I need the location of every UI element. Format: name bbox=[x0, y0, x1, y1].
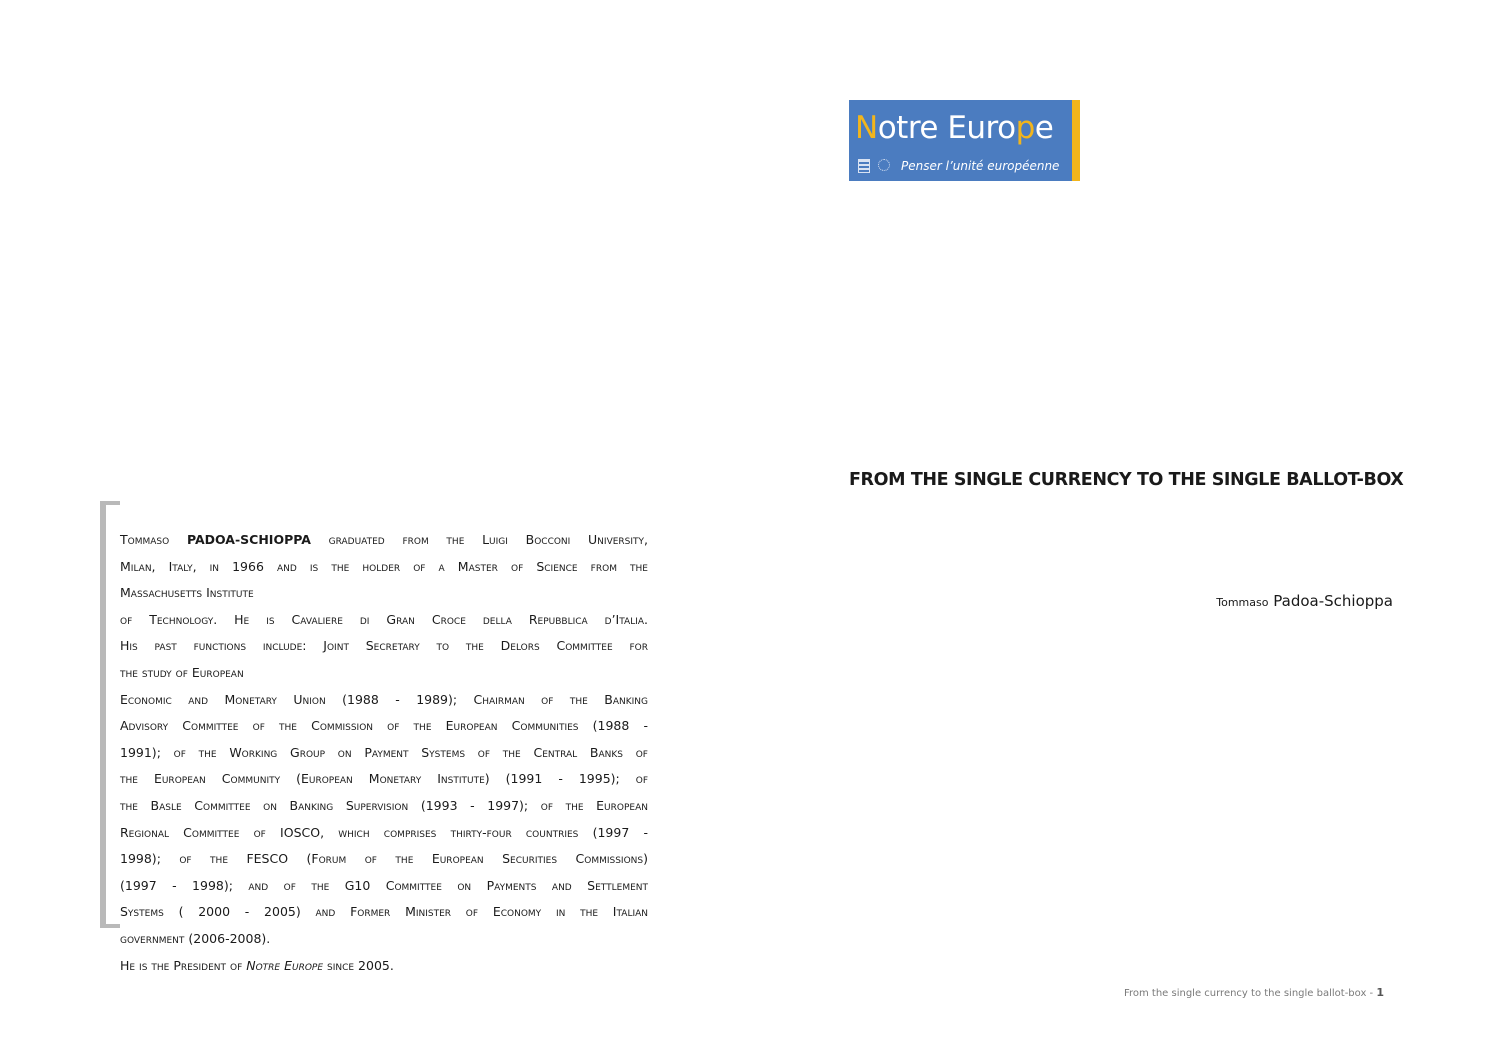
page-number: 1 bbox=[1376, 986, 1384, 999]
bio-line: His past functions include: Joint Secretary to the Delors Committee for bbox=[120, 638, 648, 654]
bio-line: the European Community (European Monetary Institute) (1991 - 1995); of bbox=[120, 771, 648, 787]
notre-europe-logo bbox=[849, 100, 1080, 181]
bio-line: 1991); of the Working Group on Payment Systems of the Central Banks of bbox=[120, 744, 648, 760]
bio-line: Massachusetts Institute bbox=[120, 585, 254, 601]
bio-line: Milan, Italy, in 1966 and is the holder of a Master of Science from the bbox=[120, 558, 648, 574]
logo-tagline: Penser l’unité européenne bbox=[901, 159, 1060, 173]
bio-line: the Basle Committee on Banking Supervision (1993 - 1997); of the European bbox=[120, 797, 648, 813]
bio-line: Regional Committee of IOSCO, which comprises thirty-four countries (1997 - bbox=[120, 824, 648, 840]
author-first-name: Tommaso bbox=[1216, 596, 1269, 609]
author-last-name: Padoa-Schioppa bbox=[1273, 592, 1393, 610]
bio-line: of Technology. He is Cavaliere di Gran Croce della Repubblica d’Italia. bbox=[120, 611, 648, 627]
bio-line: (1997 - 1998); and of the G10 Committee on Payments and Settlement bbox=[120, 877, 648, 893]
page-footer bbox=[1124, 986, 1384, 999]
logo-accent-stripe bbox=[1072, 100, 1080, 181]
stars-circle-icon bbox=[878, 159, 890, 171]
bio-line: government (2006-2008). bbox=[120, 930, 271, 946]
bio-line: the study of European bbox=[120, 664, 244, 680]
bio-line: Advisory Committee of the Commission of the European Communities (1988 - bbox=[120, 718, 648, 734]
bio-line: He is the President of Notre Europe since 2005. bbox=[120, 957, 394, 973]
bio-line: Tommaso PADOA-SCHIOPPA graduated from the Luigi Bocconi University, bbox=[120, 532, 648, 547]
document-title: FROM THE SINGLE CURRENCY TO THE SINGLE BALLOT-BOX bbox=[849, 470, 1404, 490]
logo-wordmark: Notre Europe bbox=[855, 110, 1054, 146]
bio-line: Systems ( 2000 - 2005) and Former Minister of Economy in the Italian bbox=[120, 904, 648, 920]
bio-bracket bbox=[100, 501, 120, 928]
footer-running-title: From the single currency to the single ballot-box - bbox=[1123, 988, 1377, 999]
bio-line: 1998); of the FESCO (Forum of the European Securities Commissions) bbox=[120, 851, 648, 867]
author-name bbox=[1216, 592, 1393, 610]
bio-line: Economic and Monetary Union (1988 - 1989); Chairman of the Banking bbox=[120, 691, 648, 707]
document-icon bbox=[858, 159, 870, 173]
author-bio bbox=[120, 527, 648, 979]
